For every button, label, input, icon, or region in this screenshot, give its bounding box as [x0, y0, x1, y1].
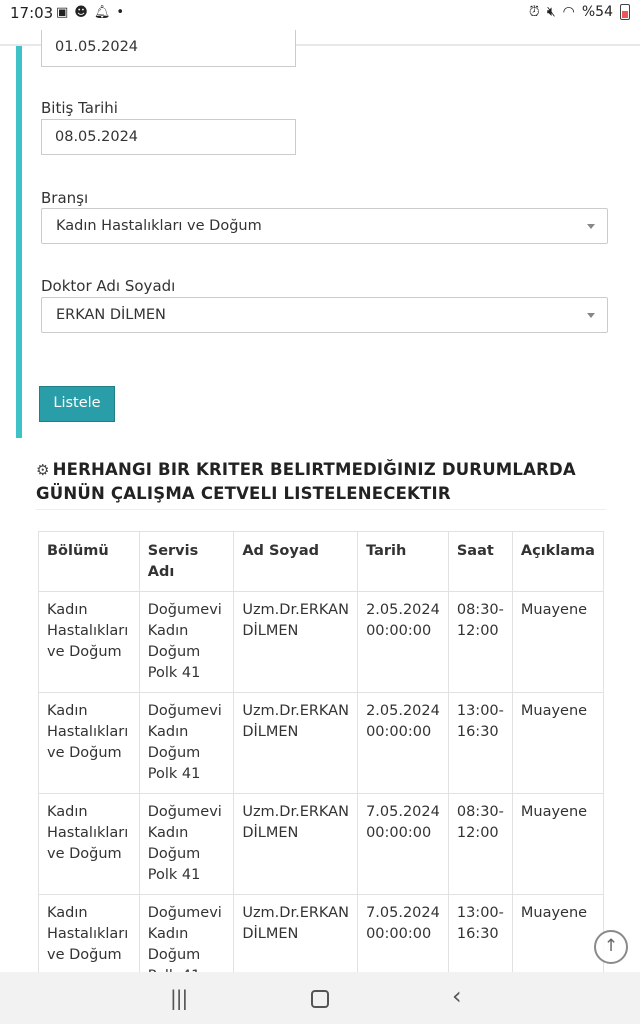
- doctor-value: ERKAN DİLMEN: [56, 307, 166, 323]
- cell-description: Muayene: [512, 693, 603, 794]
- cell-time: 13:00-16:30: [448, 895, 512, 996]
- status-time: 17:03: [10, 4, 54, 22]
- table-row: [39, 693, 604, 794]
- recents-icon[interactable]: |||: [170, 986, 188, 1010]
- header-bolumu[interactable]: Bölümü: [39, 532, 140, 592]
- gear-icon: ⚙: [36, 461, 50, 479]
- header-aciklama[interactable]: Açıklama: [512, 532, 603, 592]
- cell-department: Kadın Hastalıkları ve Doğum: [39, 794, 140, 895]
- arrow-up-icon: ↑: [603, 936, 619, 956]
- cell-department: Kadın Hastalıkları ve Doğum: [39, 592, 140, 693]
- table-row: [39, 592, 604, 693]
- start-date-input[interactable]: [41, 30, 296, 67]
- cell-time: 08:30-12:00: [448, 592, 512, 693]
- chevron-down-icon: [587, 224, 595, 229]
- cell-description: Muayene: [512, 794, 603, 895]
- alarm-icon: ⏰︎: [528, 4, 540, 20]
- back-icon[interactable]: ‹: [452, 982, 462, 1010]
- wifi-icon: ◠: [562, 4, 575, 20]
- cell-doctor: Uzm.Dr.ERKAN DİLMEN: [234, 794, 358, 895]
- bell-icon: 🔔︎: [93, 5, 111, 20]
- header-tarih[interactable]: Tarih: [358, 532, 449, 592]
- cell-doctor: Uzm.Dr.ERKAN DİLMEN: [234, 693, 358, 794]
- cell-service: Doğumevi Kadın Doğum Polk 41: [139, 794, 234, 895]
- cell-service: Doğumevi Kadın Doğum: [139, 895, 234, 996]
- cell-date: 2.05.2024 00:00:00: [358, 693, 449, 794]
- cell-date: 7.05.2024 00:00:00: [358, 895, 449, 996]
- cell-service: Doğumevi Kadın Doğum Polk 41: [139, 693, 234, 794]
- table-header-row: [39, 532, 604, 592]
- branch-value: Kadın Hastalıkları ve Doğum: [56, 218, 262, 234]
- navigation-bar: [0, 972, 640, 1024]
- list-button[interactable]: Listele: [39, 386, 115, 422]
- cell-date: 7.05.2024 00:00:00: [358, 794, 449, 895]
- end-date-input[interactable]: [41, 119, 296, 155]
- cell-description: Muayene: [512, 895, 603, 996]
- header-saat[interactable]: Saat: [448, 532, 512, 592]
- status-bar: [0, 0, 640, 28]
- chevron-down-icon: [587, 313, 595, 318]
- cell-doctor: Uzm.Dr.ERKAN DİLMEN: [234, 592, 358, 693]
- cell-date: 2.05.2024 00:00:00: [358, 592, 449, 693]
- home-icon[interactable]: [311, 990, 329, 1008]
- header-servis-adi[interactable]: Servis Adı: [139, 532, 234, 592]
- cell-doctor: Uzm.Dr.ERKAN DİLMEN: [234, 895, 358, 996]
- dot-icon: •: [116, 5, 125, 20]
- end-date-label: Bitiş Tarihi: [41, 99, 118, 117]
- section-divider: [36, 509, 606, 510]
- cell-service: Doğumevi Kadın Doğum Polk 41: [139, 592, 234, 693]
- mute-icon: 🔇︎: [546, 4, 556, 20]
- doctor-label: Doktor Adı Soyadı: [41, 277, 176, 295]
- cell-time: 08:30-12:00: [448, 794, 512, 895]
- image-icon: ▣: [56, 5, 69, 20]
- battery-label: %54: [581, 4, 613, 20]
- info-heading-text: HERHANGI BIR KRITER BELIRTMEDIĞINIZ DURUMLARDA GÜNÜN ÇALIŞMA CETVELI LISTELENECEKTIR: [36, 460, 576, 503]
- scroll-to-top-button[interactable]: [594, 930, 628, 964]
- end-date-value: 08.05.2024: [55, 129, 139, 145]
- cell-department: Kadın Hastalıkları ve Doğum: [39, 693, 140, 794]
- branch-select[interactable]: [41, 208, 608, 244]
- battery-icon: [620, 4, 630, 20]
- emoji-icon: ☻: [74, 5, 88, 20]
- start-date-value: 01.05.2024: [55, 39, 139, 55]
- notification-icons: [56, 5, 124, 20]
- doctor-select[interactable]: [41, 297, 608, 333]
- schedule-table: [38, 531, 604, 996]
- cell-department: Kadın Hastalıkları ve Doğum: [39, 895, 140, 996]
- table-row: [39, 794, 604, 895]
- info-heading: [36, 458, 606, 505]
- branch-label: Branşı: [41, 189, 89, 207]
- cell-description: Muayene: [512, 592, 603, 693]
- cell-time: 13:00-16:30: [448, 693, 512, 794]
- header-ad-soyad[interactable]: Ad Soyad: [234, 532, 358, 592]
- system-icons: [529, 4, 630, 20]
